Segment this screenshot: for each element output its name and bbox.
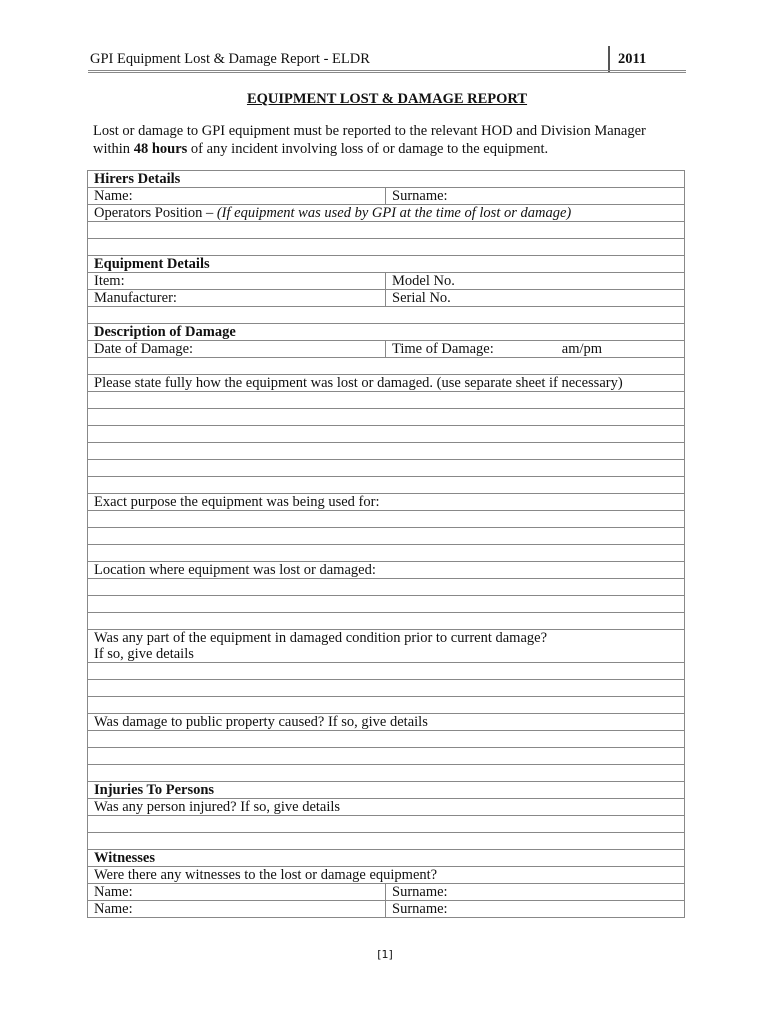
date-of-damage-field[interactable]: Date of Damage: — [88, 341, 386, 358]
blank-line[interactable] — [88, 307, 685, 324]
blank-line[interactable] — [88, 748, 685, 765]
hirer-surname-field[interactable]: Surname: — [386, 188, 685, 205]
ampm-label: am/pm — [561, 341, 603, 357]
operator-position-field[interactable] — [88, 205, 685, 222]
blank-line[interactable] — [88, 579, 685, 596]
serial-field[interactable]: Serial No. — [386, 290, 685, 307]
item-field[interactable]: Item: — [88, 273, 386, 290]
intro-deadline: 48 hours — [133, 141, 188, 157]
header-year: 2011 — [618, 51, 647, 67]
blank-line[interactable] — [88, 545, 685, 562]
blank-line[interactable] — [88, 731, 685, 748]
witnesses-heading: Witnesses — [88, 850, 685, 867]
blank-line[interactable] — [88, 816, 685, 833]
location-question: Location where equipment was lost or damaged: — [88, 562, 685, 579]
report-form — [87, 170, 685, 918]
blank-line[interactable] — [88, 613, 685, 630]
hirers-heading: Hirers Details — [88, 171, 685, 188]
damage-heading: Description of Damage — [88, 324, 685, 341]
intro-text-end: of any incident involving loss of or damage to the equipment. — [187, 141, 549, 157]
blank-line[interactable] — [88, 392, 685, 409]
blank-line[interactable] — [88, 222, 685, 239]
blank-line[interactable] — [88, 833, 685, 850]
intro-paragraph — [93, 122, 683, 158]
operator-label: Operators Position – — [94, 205, 217, 221]
blank-line[interactable] — [88, 528, 685, 545]
witness-1-surname-field[interactable]: Surname: — [386, 884, 685, 901]
witnesses-question: Were there any witnesses to the lost or damage equipment? — [88, 867, 685, 884]
model-field[interactable]: Model No. — [386, 273, 685, 290]
prior-damage-question — [88, 630, 685, 663]
blank-line[interactable] — [88, 477, 685, 494]
witness-2-surname-field[interactable]: Surname: — [386, 901, 685, 918]
blank-line[interactable] — [88, 239, 685, 256]
page-number: [1] — [377, 948, 393, 961]
equipment-heading: Equipment Details — [88, 256, 685, 273]
blank-line[interactable] — [88, 409, 685, 426]
blank-line[interactable] — [88, 680, 685, 697]
header-separator — [608, 46, 610, 72]
blank-line[interactable] — [88, 697, 685, 714]
manufacturer-field[interactable]: Manufacturer: — [88, 290, 386, 307]
injuries-heading: Injuries To Persons — [88, 782, 685, 799]
blank-line[interactable] — [88, 443, 685, 460]
blank-line[interactable] — [88, 765, 685, 782]
blank-line[interactable] — [88, 426, 685, 443]
header-rule — [88, 70, 686, 73]
hirer-name-field[interactable]: Name: — [88, 188, 386, 205]
blank-line[interactable] — [88, 596, 685, 613]
prior-damage-text: Was any part of the equipment in damaged condition prior to current damage? — [94, 630, 548, 646]
how-lost-question: Please state fully how the equipment was lost or damaged. (use separate sheet if necessary) — [88, 375, 685, 392]
blank-line[interactable] — [88, 358, 685, 375]
document-title: EQUIPMENT LOST & DAMAGE REPORT — [246, 91, 528, 107]
page-header — [88, 46, 686, 72]
injuries-question: Was any person injured? If so, give details — [88, 799, 685, 816]
purpose-question: Exact purpose the equipment was being used for: — [88, 494, 685, 511]
public-property-question: Was damage to public property caused? If so, give details — [88, 714, 685, 731]
witness-2-name-field[interactable]: Name: — [88, 901, 386, 918]
header-title: GPI Equipment Lost & Damage Report - ELDR — [90, 51, 370, 67]
operator-note: (If equipment was used by GPI at the time of lost or damage) — [216, 205, 572, 221]
intro-text: Lost or damage to GPI equipment must be reported to the relevant HOD and Division Manager within — [93, 123, 646, 157]
time-label: Time of Damage: — [392, 341, 494, 357]
blank-line[interactable] — [88, 663, 685, 680]
witness-1-name-field[interactable]: Name: — [88, 884, 386, 901]
blank-line[interactable] — [88, 511, 685, 528]
prior-damage-details: If so, give details — [94, 646, 194, 662]
time-of-damage-field[interactable] — [386, 341, 685, 358]
blank-line[interactable] — [88, 460, 685, 477]
